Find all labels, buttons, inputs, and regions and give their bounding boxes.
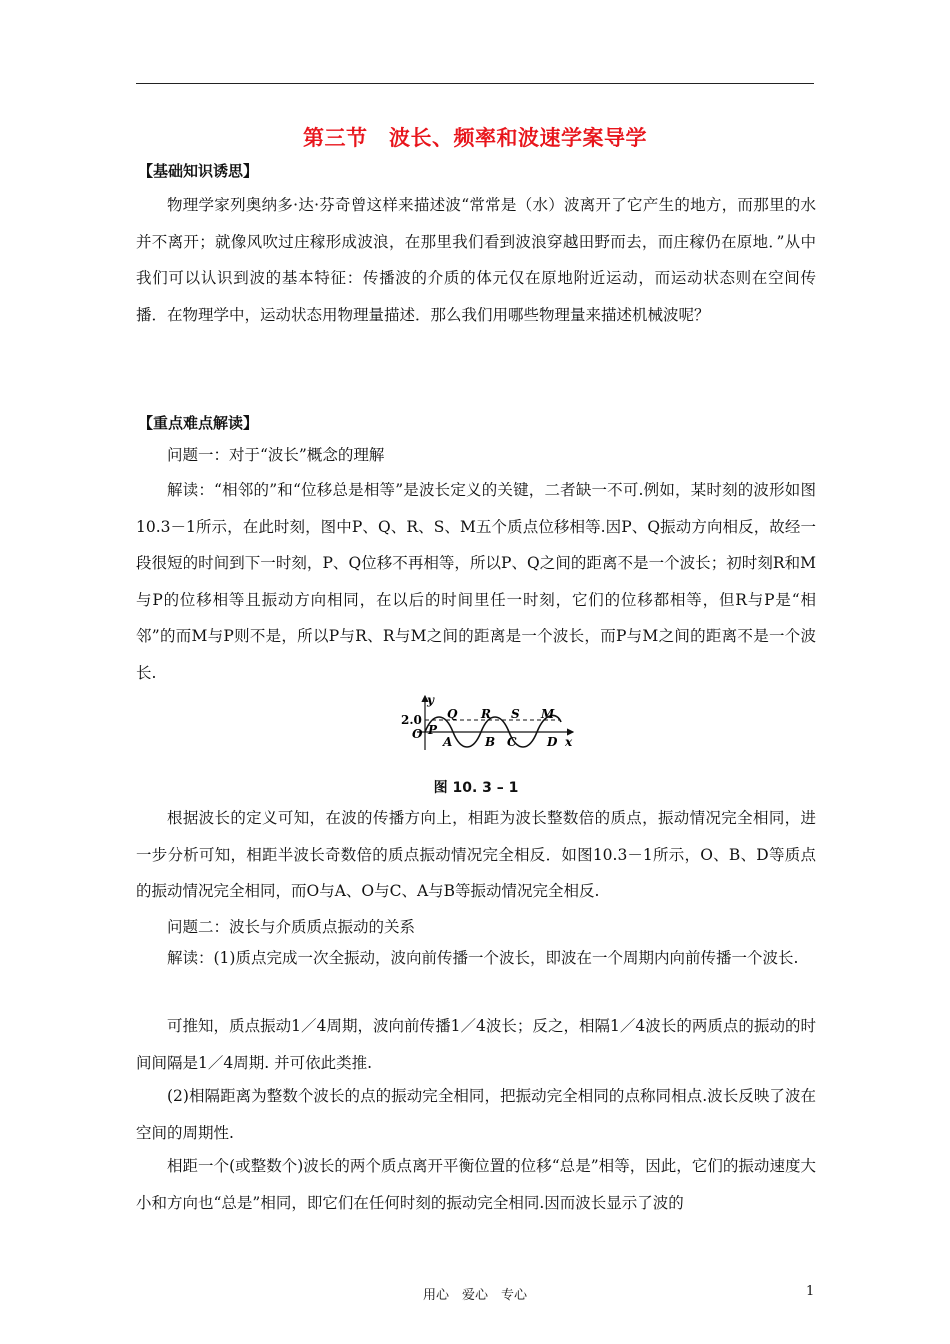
footer-slogan: 用心 爱心 专心 [422, 1288, 527, 1303]
section-heading-basic: 【基础知识诱思】 [138, 162, 259, 180]
point-p-label: P [428, 723, 438, 737]
point-s-label: S [511, 707, 520, 721]
header-rule [136, 83, 814, 84]
value-label: 2.0 [401, 713, 422, 727]
x-axis-label: x [565, 735, 573, 749]
wave-figure [395, 692, 585, 754]
point-q-label: Q [447, 707, 458, 721]
explanation-two: 根据波长的定义可知，在波的传播方向上，相距为波长整数倍的质点，振动情况完全相同，进一步分析可知，相距半波长奇数倍的质点振动情况完全相反．如图10.3－1所示，O、B、D等质点的振动情况完全相同，而O与A、O与C、A与B等振动情况完全相反. [136, 809, 816, 900]
explanation-five: (2)相隔距离为整数个波长的点的振动完全相同，把振动完全相同的点称同相点.波长反映了波在空间的周期性. [136, 1087, 816, 1142]
question-two: 问题二：波长与介质质点振动的关系 [167, 918, 416, 936]
explanation-one: 解读：“相邻的”和“位移总是相等”是波长定义的关键，二者缺一不可.例如，某时刻的波形如图10.3－1所示，在此时刻，图中P、Q、R、S、M五个质点位移相等.因P、Q振动方向相反，故经一段很短的时间到下一时刻，P、Q位移不再相等，所以P、Q之间的距离不是一个波长；初时刻R和M与P的位移相等且振动方向相同，在以后的时间里任一时刻，它们的位移都相等，但R与P是“相邻”的而M与P则不是，所以P与R、R与M之间的距离是一个波长，而P与M之间的距离不是一个波长. [136, 481, 816, 682]
page-number: 1 [806, 1284, 815, 1299]
figure-caption: 图 10. 3 – 1 [433, 780, 519, 796]
section-heading-key: 【重点难点解读】 [138, 414, 259, 432]
origin-label: O [412, 727, 423, 741]
point-r-label: R [481, 707, 491, 721]
question-one: 问题一：对于“波长”概念的理解 [167, 446, 385, 464]
wave-diagram [395, 692, 585, 754]
point-m-label: M [541, 707, 555, 721]
explanation-six: 相距一个(或整数个)波长的两个质点离开平衡位置的位移“总是”相等，因此，它们的振动速度大小和方向也“总是”相同，即它们在任何时刻的振动完全相同.因而波长显示了波的 [136, 1157, 816, 1212]
point-a-label: A [443, 735, 453, 749]
y-axis-label: y [427, 693, 434, 707]
point-b-label: B [485, 735, 496, 749]
explanation-three: 解读：(1)质点完成一次全振动，波向前传播一个波长，即波在一个周期内向前传播一个波长. [167, 949, 799, 967]
intro-paragraph: 物理学家列奥纳多·达·芬奇曾这样来描述波“常常是（水）波离开了它产生的地方，而那里的水并不离开；就像风吹过庄稼形成波浪，在那里我们看到波浪穿越田野而去，而庄稼仍在原地．”从中我们可以认识到波的基本特征：传播波的介质的体元仅在原地附近运动，而运动状态则在空间传播．在物理学中，运动状态用物理量描述．那么我们用哪些物理量来描述机械波呢？ [136, 196, 816, 324]
page-title: 第三节 波长、频率和波速学案导学 [303, 126, 647, 150]
point-c-label: C [507, 735, 517, 749]
explanation-four: 可推知，质点振动1／4周期，波向前传播1／4波长；反之，相隔1／4波长的两质点的振动的时间间隔是1／4周期. 并可依此类推. [136, 1017, 816, 1072]
point-d-label: D [547, 735, 558, 749]
